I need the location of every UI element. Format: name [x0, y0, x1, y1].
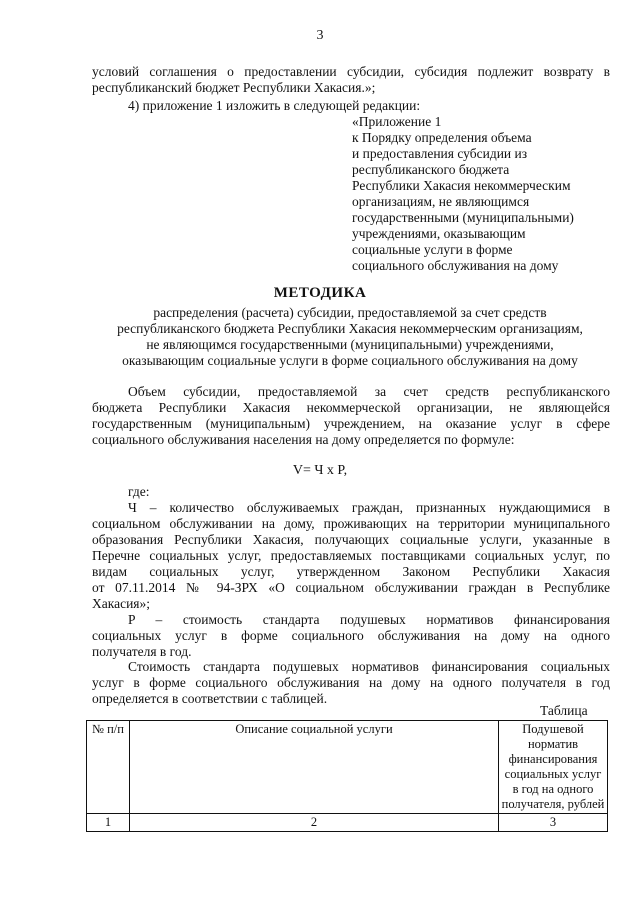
table-cell: 2: [130, 814, 499, 832]
text-line: Объем субсидии, предоставляемой за счет средств республиканского: [128, 384, 610, 399]
text-line: услуг в форме социального обслуживания на дому на одного получателя в год: [92, 675, 610, 690]
item-4: 4) приложение 1 изложить в следующей редакции:: [128, 98, 421, 113]
text-line: бюджета Республики Хакасия некоммерческой организации, не являющейся: [92, 400, 610, 415]
text-line: видам социальных услуг, утвержденном Законом Республики Хакасия: [92, 564, 610, 579]
methodology-title: МЕТОДИКА: [273, 285, 367, 301]
page-number: 3: [316, 28, 324, 43]
table-numbering-row: [87, 814, 608, 832]
text-line: и предоставления субсидии из: [352, 146, 528, 161]
text-line: образования Республики Хакасия, получающих социальные услуги, указанные в: [92, 532, 610, 547]
text-line: организациям, не являющимся: [352, 194, 530, 209]
methodology-subtitle: [60, 305, 640, 369]
text-line: социальные услуги в форме: [352, 242, 513, 257]
intro-paragraph: [92, 64, 610, 96]
text-line: P – стоимость стандарта подушевых нормативов финансирования: [128, 612, 610, 627]
where-label: где:: [128, 484, 150, 499]
table-cell: 3: [499, 814, 608, 832]
text-line: не являющимся государственными (муниципальными) учреждениями,: [146, 337, 554, 352]
text-line: «Приложение 1: [352, 114, 442, 129]
header-cell-norm: Подушевой норматив финансирования социальных услуг в год на одного получателя, рублей: [499, 721, 608, 814]
text-line: Хакасия»;: [92, 596, 151, 611]
text-line: Ч – количество обслуживаемых граждан, признанных нуждающимися в: [128, 500, 610, 515]
text-line: социальном обслуживании на дому, проживающих на территории муниципального: [92, 516, 610, 531]
text-line: Республики Хакасия некоммерческим: [352, 178, 571, 193]
text-line: Стоимость стандарта подушевых нормативов финансирования социальных: [128, 659, 610, 674]
text-line: республиканский бюджет Республики Хакасия.»;: [92, 80, 376, 95]
text-line: условий соглашения о предоставлении субсидии, субсидия подлежит возврату в: [92, 64, 610, 79]
text-line: распределения (расчета) субсидии, предоставляемой за счет средств: [153, 305, 547, 320]
text-line: республиканского бюджета Республики Хакасия некоммерческим организациям,: [117, 321, 583, 336]
volume-paragraph: [92, 384, 610, 448]
text-line: республиканского бюджета: [352, 162, 510, 177]
text-line: Перечне социальных услуг, предоставляемых поставщиками социальных услуг, по: [92, 548, 610, 563]
table-label: Таблица: [540, 703, 588, 718]
header-cell-number: № п/п: [87, 721, 130, 814]
text-line: определяется в соответствии с таблицей.: [92, 691, 328, 706]
text-line: государственными (муниципальными): [352, 210, 574, 225]
text-line: оказывающим социальные услуги в форме социального обслуживания на дому: [122, 353, 578, 368]
text-line: социального обслуживания на дому: [352, 258, 559, 273]
header-cell-description: Описание социальной услуги: [130, 721, 499, 814]
text-line: социальных услуг в форме социального обслуживания на дому на одного: [92, 628, 610, 643]
text-line: государственным (муниципальным) учреждением, на оказание услуг в сфере: [92, 416, 610, 431]
subsidy-table: [86, 720, 608, 832]
text-line: получателя в год.: [92, 644, 192, 659]
cost-paragraph: [92, 659, 610, 707]
table-header-row: [87, 721, 608, 814]
text-line: от 07.11.2014 № 94-ЗРХ «О социальном обслуживании граждан в Республике: [92, 580, 610, 595]
definition-ch: [92, 500, 610, 612]
text-line: к Порядку определения объема: [352, 130, 532, 145]
formula: V= Ч х P,: [292, 463, 348, 478]
table-cell: 1: [87, 814, 130, 832]
appendix-heading: [352, 114, 574, 274]
text-line: социального обслуживания населения на дому определяется по формуле:: [92, 432, 515, 447]
text-line: учреждениями, оказывающим: [352, 226, 526, 241]
definition-p: [92, 612, 610, 660]
